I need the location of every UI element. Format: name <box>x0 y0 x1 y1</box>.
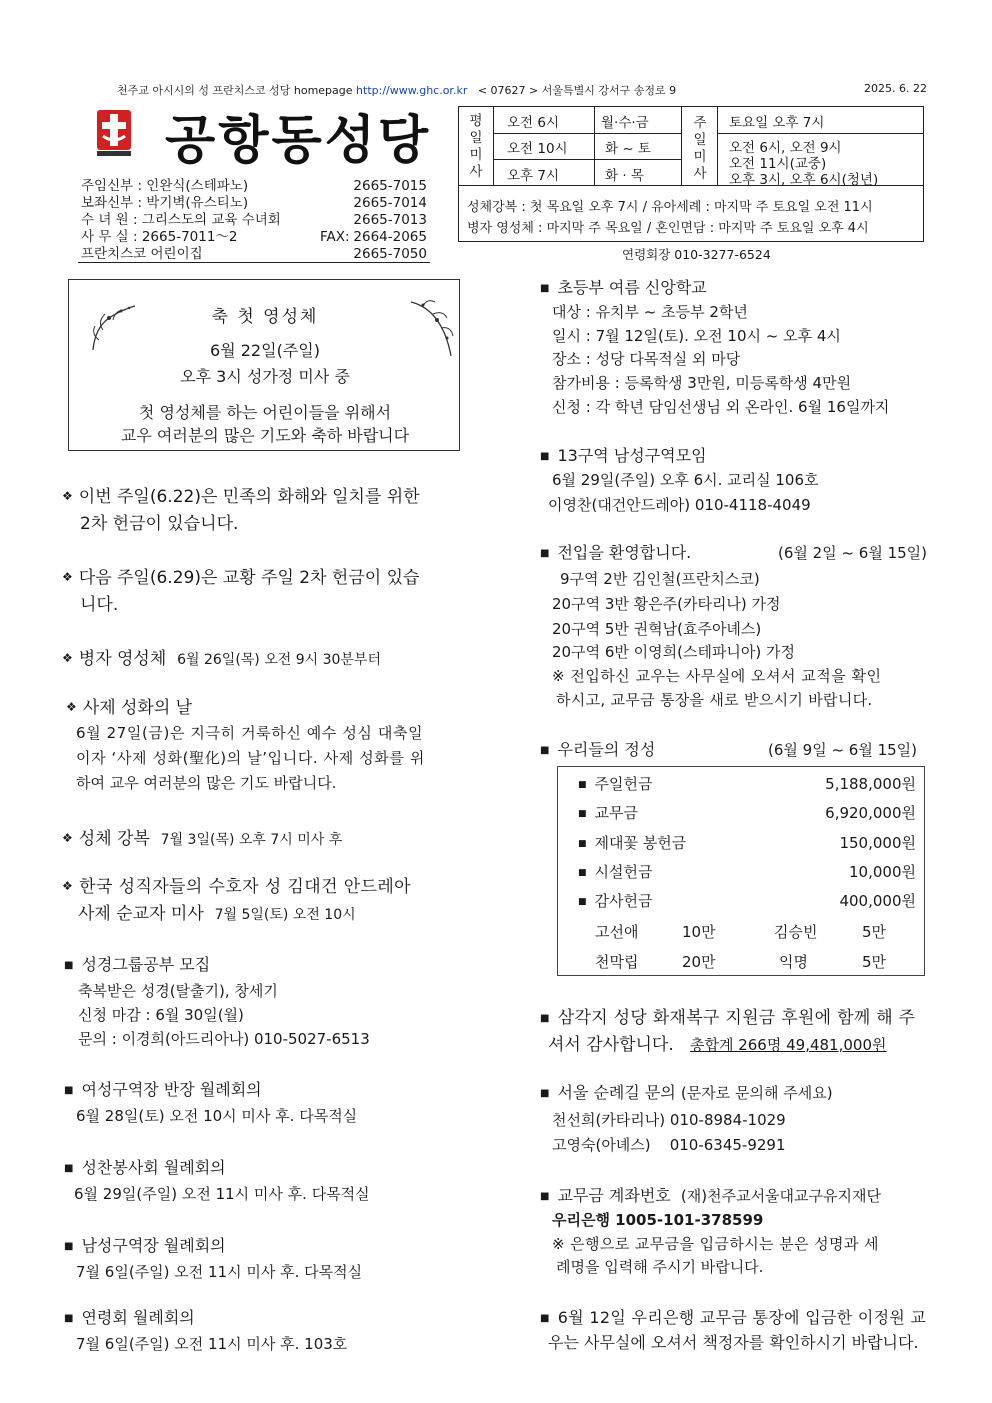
mass-time: 오전 6시 <box>507 115 560 131</box>
donor-amount: 5만 <box>862 953 887 971</box>
offering-row: ■ 감사헌금 400,000원 <box>578 892 916 910</box>
mass-schedule-table <box>458 106 924 242</box>
notice-text: 하시고, 교무금 통장을 새로 받으시기 바랍니다. <box>556 691 873 709</box>
donor-amount: 5만 <box>862 923 887 941</box>
notice-text: 천선희(카타리나) 010-8984-1029 <box>552 1111 786 1129</box>
notice-item: ❖ 한국 성직자들의 수호자 성 김대건 안드레아 <box>62 877 411 897</box>
notice-text: 6월 27일(금)은 지극히 거룩하신 예수 성심 대축일 <box>76 724 424 742</box>
offering-row: ■ 제대꽃 봉헌금 150,000원 <box>578 834 916 852</box>
staff-label: 수 녀 원 : 그리스도의 교육 수녀회 <box>81 212 281 228</box>
staff-row <box>81 212 427 229</box>
staff-phone: 2665-7015 <box>353 178 427 194</box>
notice-text: ※ 전입하신 교우는 사무실에 오셔서 교적을 확인 <box>552 667 882 685</box>
notice-item: ■ 13구역 남성구역모임 <box>540 446 707 465</box>
mass-days: 월·수·금 <box>601 115 649 131</box>
notice-text: 장소 : 성당 다목적실 외 마당 <box>552 350 741 368</box>
funeral-society-contact: 연령회장 010-3277-6524 <box>622 247 771 262</box>
offering-row: ■ 시설헌금 10,000원 <box>578 863 916 881</box>
notice-item: ■ 서울 순례길 문의 (문자로 문의해 주세요) <box>540 1083 833 1102</box>
fax-number: 2664-2065 <box>353 229 427 245</box>
square-bullet-icon: ■ <box>64 1241 74 1252</box>
communion-message: 교우 여러분의 많은 기도와 축하 바랍니다 <box>120 426 410 445</box>
square-bullet-icon: ■ <box>578 897 587 907</box>
notice-text: 6월 29일(주일) 오전 11시 미사 후. 다목적실 <box>74 1185 370 1203</box>
sunday-mass-time: 오전 6시, 오전 9시 <box>729 140 842 156</box>
notice-text: 이자 ‘사제 성화(聖化)의 날’입니다. 사제 성화를 위 <box>76 749 425 767</box>
notice-text: 6월 28일(토) 오전 10시 미사 후. 다목적실 <box>76 1107 358 1125</box>
notice-text: 7월 6일(주일) 오전 11시 미사 후. 다목적실 <box>76 1263 363 1281</box>
fax-label: FAX: <box>320 229 350 245</box>
notice-text: 2차 헌금이 있습니다. <box>80 514 239 534</box>
notice-text: 20구역 5반 권혁남(효주아녜스) <box>552 620 762 638</box>
notice-text: 대상 : 유치부 ~ 초등부 2학년 <box>552 303 748 321</box>
communion-time: 오후 3시 성가정 미사 중 <box>180 367 350 386</box>
square-bullet-icon: ■ <box>540 548 550 559</box>
diamond-bullet-icon: ❖ <box>66 700 77 714</box>
header-info-line <box>117 82 927 98</box>
donor-name: 천막립 <box>595 953 639 971</box>
staff-label: 주임신부 : 인완식(스테파노) <box>81 178 249 194</box>
donor-name: 김승빈 <box>774 923 818 941</box>
notice-text: 9구역 2반 김인철(프란치스코) <box>560 570 760 588</box>
staff-row <box>81 246 427 263</box>
bank-account: 우리은행 1005-101-378599 <box>552 1211 764 1229</box>
square-bullet-icon: ■ <box>578 780 587 790</box>
notice-item: ■ 우리들의 정성 <box>540 740 656 759</box>
mass-time: 오후 7시 <box>507 168 560 184</box>
square-bullet-icon: ■ <box>540 745 550 756</box>
staff-row <box>81 229 427 246</box>
notice-item: ■ 여성구역장 반장 월례회의 <box>64 1080 262 1099</box>
donor-amount: 20만 <box>682 953 716 971</box>
church-name-text: 천주교 아시시의 성 프란치스코 성당 homepage <box>117 84 353 97</box>
notice-item: ■ 연령회 월례회의 <box>64 1308 195 1327</box>
staff-row <box>81 178 427 195</box>
square-bullet-icon: ■ <box>540 1313 550 1324</box>
square-bullet-icon: ■ <box>540 1191 550 1202</box>
diamond-bullet-icon: ❖ <box>62 570 73 584</box>
address-text: < 07627 > 서울특별시 강서구 송정로 9 <box>477 84 677 97</box>
notice-text: 참가비용 : 등록학생 3만원, 미등록학생 4만원 <box>552 374 852 392</box>
diamond-bullet-icon: ❖ <box>62 831 73 845</box>
donor-amount: 10만 <box>682 923 716 941</box>
square-bullet-icon: ■ <box>578 868 587 878</box>
mass-time: 오전 10시 <box>507 141 568 157</box>
square-bullet-icon: ■ <box>64 1313 74 1324</box>
notice-item: ■ 교무금 계좌번호 (재)천주교서울대교구유지재단 <box>540 1186 881 1205</box>
divider <box>78 262 430 263</box>
square-bullet-icon: ■ <box>578 839 587 849</box>
notice-item: ■ 성찬봉사회 월례회의 <box>64 1158 226 1177</box>
sunday-mass-time: 토요일 오후 7시 <box>729 115 825 131</box>
staff-row <box>81 195 427 212</box>
staff-directory <box>81 178 427 263</box>
parish-emblem-icon <box>97 110 131 156</box>
notice-item: ■ 6월 12일 우리은행 교무금 통장에 입금한 이정원 교 <box>540 1308 927 1327</box>
notice-text: 문의 : 이경희(아드리아나) 010-5027-6513 <box>78 1030 370 1048</box>
homepage-link[interactable]: http://www.ghc.or.kr <box>356 84 468 97</box>
sunday-mass-time: 오전 11시(교중) <box>729 156 827 172</box>
notice-text: 신청 마감 : 6월 30일(월) <box>78 1006 244 1024</box>
notice-item: ❖ 성체 강복 7월 3일(목) 오후 7시 미사 후 <box>62 829 343 849</box>
mass-days: 화 ~ 토 <box>605 141 651 157</box>
notice-period: (6월 2일 ~ 6월 15일) <box>778 544 928 562</box>
offerings-table <box>557 766 925 976</box>
square-bullet-icon: ■ <box>540 1088 550 1099</box>
sunday-mass-time: 오후 3시, 오후 6시(청년) <box>729 172 879 188</box>
square-bullet-icon: ■ <box>64 960 74 971</box>
staff-phone: 2665-7050 <box>353 246 427 262</box>
notice-item: ❖ 사제 성화의 날 <box>66 698 193 718</box>
donation-total: 총합계 266명 49,481,000원 <box>689 1036 887 1054</box>
notice-item: ■ 초등부 여름 신앙학교 <box>540 278 707 297</box>
staff-label: 프란치스코 어린이집 <box>81 246 203 262</box>
notice-text: ※ 은행으로 교무금을 입금하시는 분은 성명과 세 <box>552 1235 879 1253</box>
mass-days: 화 · 목 <box>605 168 644 184</box>
diamond-bullet-icon: ❖ <box>62 651 73 665</box>
communion-date: 6월 22일(주일) <box>210 341 320 360</box>
communion-message: 첫 영성체를 하는 어린이들을 위해서 <box>138 403 392 422</box>
schedule-note: 병자 영성체 : 마지막 주 목요일 / 혼인면담 : 마지막 주 토요일 오후 4시 <box>467 221 869 236</box>
notice-text: 축복받은 성경(탈출기), 창세기 <box>78 982 278 1000</box>
notice-text: 사제 순교자 미사 7월 5일(토) 오전 10시 <box>78 904 356 924</box>
square-bullet-icon: ■ <box>64 1163 74 1174</box>
donor-name: 고선애 <box>595 923 639 941</box>
notice-text: 20구역 6반 이영희(스테파니아) 가정 <box>552 643 796 661</box>
square-bullet-icon: ■ <box>540 283 550 294</box>
weekday-mass-label: 평 일 미 사 <box>469 113 483 180</box>
offering-row: ■ 교무금 6,920,000원 <box>578 804 916 822</box>
communion-title: 축 첫 영성체 <box>211 307 319 327</box>
sunday-mass-label: 주 일 미 사 <box>693 115 707 182</box>
staff-phone: 2665-7013 <box>353 212 427 228</box>
staff-label: 사 무 실 : 2665-7011～2 <box>81 229 238 245</box>
notice-item: ■ 성경그룹공부 모집 <box>64 955 211 974</box>
offering-row: ■ 주일헌금 5,188,000원 <box>578 775 916 793</box>
notice-period: (6월 9일 ~ 6월 15일) <box>768 741 918 759</box>
notice-text: 신청 : 각 학년 담임선생님 외 온라인. 6월 16일까지 <box>552 398 890 416</box>
notice-item: ❖ 다음 주일(6.29)은 교황 주일 2차 헌금이 있습 <box>62 568 420 588</box>
donor-name: 익명 <box>779 953 808 971</box>
square-bullet-icon: ■ <box>540 1013 550 1024</box>
notice-text: 20구역 3반 황은주(카타리나) 가정 <box>552 595 781 613</box>
schedule-note: 성체강복 : 첫 목요일 오후 7시 / 유아세례 : 마지막 주 토요일 오전 11시 <box>467 200 873 215</box>
notice-item: ■ 삼각지 성당 화재복구 지원금 후원에 함께 해 주 <box>540 1008 916 1028</box>
notice-text: 례명을 입력해 주시기 바랍니다. <box>556 1258 764 1276</box>
notice-text: 고영숙(아녜스) 010-6345-9291 <box>552 1136 786 1154</box>
staff-phone: 2665-7014 <box>353 195 427 211</box>
notice-text: 이영찬(대건안드레아) 010-4118-4049 <box>548 496 811 514</box>
notice-text: 니다. <box>80 595 119 615</box>
diamond-bullet-icon: ❖ <box>62 489 73 503</box>
notice-text: 7월 6일(주일) 오전 11시 미사 후. 103호 <box>76 1335 348 1353</box>
notice-text: 셔서 감사합니다. 총합계 266명 49,481,000원 <box>548 1035 887 1055</box>
square-bullet-icon: ■ <box>578 809 587 819</box>
notice-text: 우는 사무실에 오셔서 책정자를 확인하시기 바랍니다. <box>548 1333 919 1352</box>
notice-text: 일시 : 7월 12일(토). 오전 10시 ~ 오후 4시 <box>552 327 841 345</box>
bulletin-date: 2025. 6. 22 <box>864 82 927 95</box>
diamond-bullet-icon: ❖ <box>62 879 74 893</box>
parish-title: 공항동성당 <box>165 111 432 171</box>
square-bullet-icon: ■ <box>64 1085 74 1096</box>
notice-text: 하여 교우 여러분의 많은 기도 바랍니다. <box>76 774 337 792</box>
square-bullet-icon: ■ <box>540 451 550 462</box>
notice-item: ❖ 병자 영성체 6월 26일(목) 오전 9시 30분부터 <box>62 649 381 669</box>
first-communion-notice <box>68 279 460 451</box>
notice-item: ■ 남성구역장 월례회의 <box>64 1236 226 1255</box>
notice-text: 6월 29일(주일) 오후 6시. 교리실 106호 <box>552 471 819 489</box>
notice-item: ■ 전입을 환영합니다. <box>540 543 692 562</box>
staff-label: 보좌신부 : 박기벽(유스티노) <box>81 195 249 211</box>
notice-item: ❖ 이번 주일(6.22)은 민족의 화해와 일치를 위한 <box>62 487 420 507</box>
